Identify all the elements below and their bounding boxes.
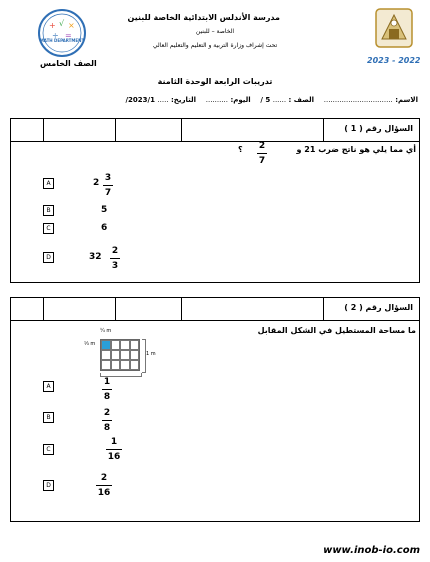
supervision-line: تحت إشراف وزارة التربية و التعليم والتعليم العالي: [152, 42, 278, 49]
student-info-line: [125, 96, 418, 104]
svg-text:×: ×: [68, 21, 75, 30]
school-name: مدرسة الأندلس الابتدائية الخاصة للبنين: [127, 13, 280, 22]
question-1-box: [10, 118, 420, 283]
q1-option-c-box[interactable]: C: [43, 223, 54, 234]
day-label: اليوم:: [230, 96, 251, 104]
school-type: الخاصة – للبنين: [195, 28, 235, 35]
q2-option-c-denominator: 16: [107, 452, 121, 462]
svg-text:+: +: [49, 21, 56, 30]
q2-option-b-fraction: [102, 408, 112, 433]
q1-option-a-box[interactable]: A: [43, 178, 54, 189]
q1-option-a-numerator: 3: [104, 173, 112, 183]
q1-option-d-whole: 32: [89, 252, 102, 262]
question-1-fraction-denominator: 7: [258, 156, 266, 166]
svg-text:=: =: [65, 31, 72, 40]
svg-text:÷: ÷: [52, 31, 59, 40]
academic-year: [367, 56, 420, 65]
svg-text:√: √: [59, 19, 65, 28]
q2-option-d-numerator: 2: [100, 473, 108, 483]
year-left: 2023: [367, 56, 390, 65]
q1-option-b-value: 5: [101, 205, 108, 215]
day-field[interactable]: ..........: [205, 96, 229, 104]
q1-option-d-numerator: 2: [111, 246, 119, 256]
question-2-header: [11, 298, 419, 321]
q2-option-a-denominator: 8: [103, 392, 111, 402]
figure-right-label: 1 m: [146, 351, 156, 357]
worksheet-title: تدريبات الرابعة الوحدة الثامنة: [157, 77, 273, 86]
figure-side-label: ⅓ m: [84, 341, 96, 347]
question-1-fraction-numerator: 2: [258, 141, 266, 151]
q2-option-b-numerator: 2: [103, 408, 111, 418]
q2-option-c-numerator: 1: [110, 437, 118, 447]
q1-option-a-denominator: 7: [104, 188, 112, 198]
q1-option-d-box[interactable]: D: [43, 252, 54, 263]
question-1-mark: ؟: [238, 145, 243, 154]
q2-option-d-denominator: 16: [97, 488, 111, 498]
q1-option-d-denominator: 3: [111, 261, 119, 271]
q2-option-a-box[interactable]: A: [43, 381, 54, 392]
q1-option-a-fraction: [103, 173, 113, 198]
q1-option-d-fraction: [110, 246, 120, 271]
class-value: 5 /: [260, 96, 271, 104]
math-department-logo: [37, 8, 87, 58]
date-value: 2023/1/: [125, 96, 155, 104]
question-2-text: ما مساحة المستطيل في الشكل المقابل: [257, 326, 416, 335]
q1-option-c-value: 6: [101, 223, 108, 233]
q2-option-b-denominator: 8: [103, 423, 111, 433]
q1-option-a-whole: 2: [93, 178, 100, 188]
q1-option-b-box[interactable]: B: [43, 205, 54, 216]
figure-top-label: ¼ m: [100, 328, 112, 334]
q2-option-c-fraction: [106, 437, 122, 462]
logo-text: MATH DEPARTMENT: [39, 38, 85, 43]
q2-option-a-fraction: [102, 377, 112, 402]
class-label: الصف :: [288, 96, 315, 104]
rectangle-grid-figure: [100, 339, 140, 371]
question-1-fraction: [257, 141, 267, 166]
question-1-text: أي مما يلي هو ناتج ضرب 21 و: [296, 145, 416, 154]
q2-option-c-box[interactable]: C: [43, 444, 54, 455]
year-right: 2022: [398, 56, 421, 65]
year-separator: -: [392, 56, 396, 65]
class-dots[interactable]: ......: [272, 96, 287, 104]
question-1-label: السؤال رقم ( 1 ): [344, 124, 413, 133]
date-dots[interactable]: .....: [157, 96, 169, 104]
grade-label: الصف الخامس: [40, 59, 97, 68]
name-field[interactable]: ...............................: [323, 96, 393, 104]
question-1-header: [11, 119, 419, 142]
date-label: التاريخ:: [170, 96, 196, 104]
name-label: الاسم:: [395, 96, 418, 104]
q2-option-a-numerator: 1: [103, 377, 111, 387]
question-2-label: السؤال رقم ( 2 ): [344, 303, 413, 312]
q2-option-d-fraction: [96, 473, 112, 498]
q2-option-b-box[interactable]: B: [43, 412, 54, 423]
school-crest: [372, 5, 416, 51]
website-link[interactable]: www.inob-io.com: [323, 545, 420, 556]
q2-option-d-box[interactable]: D: [43, 480, 54, 491]
